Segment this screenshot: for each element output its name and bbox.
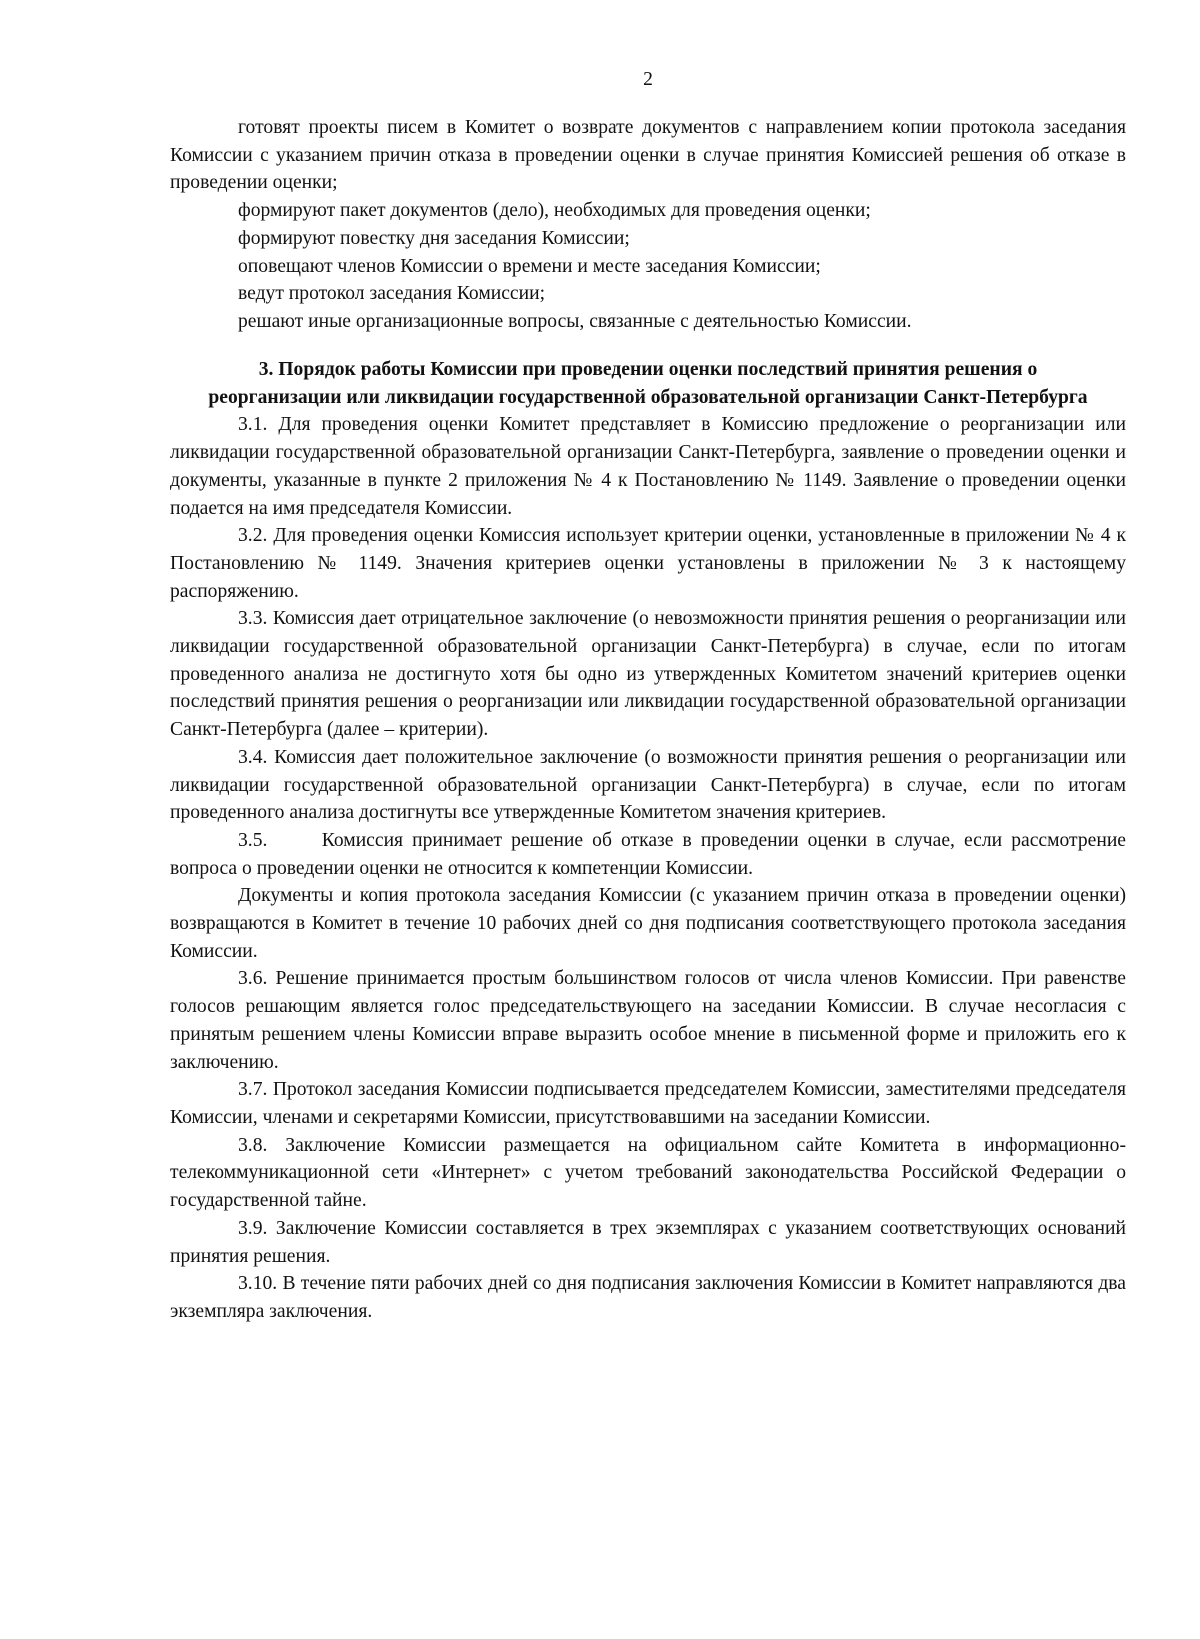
section-3: [170, 356, 1131, 1326]
intro-block: [170, 114, 1126, 336]
document-page: [170, 0, 1131, 1639]
intro-list-item: решают иные организационные вопросы, связанные с деятельностью Комиссии.: [238, 310, 912, 332]
section-heading: 3. Порядок работы Комиссии при проведении оценки последствий принятия решения о реорганизации или ликвидации государственной образовательной организации Санкт-Петербурга: [208, 359, 1088, 408]
intro-list-item: оповещают членов Комиссии о времени и месте заседания Комиссии;: [238, 255, 821, 277]
paragraph-documents-return: Документы и копия протокола заседания Комиссии (с указанием причин отказа в проведении оценки) возвращаются в Комитет в течение 10 рабочих дней со дня подписания соответствующего протокола заседания Комиссии.: [170, 885, 1126, 962]
paragraph-3-5: 3.5. Комиссия принимает решение об отказе в проведении оценки в случае, если рассмотрение вопроса о проведении оценки не относится к компетенции Комиссии.: [170, 829, 1131, 879]
paragraph-3-8: 3.8. Заключение Комиссии размещается на официальном сайте Комитета в информационно-телекоммуникационной сети «Интернет» с учетом требований законодательства Российской Федерации о государственной тайне.: [170, 1134, 1126, 1212]
paragraph-3-2: 3.2. Для проведения оценки Комиссия использует критерии оценки, установленные в приложении № 4 к Постановлению № 1149. Значения критериев оценки установлены в приложении № 3 к настоящему распоряжению.: [170, 525, 1126, 602]
paragraph-3-1: 3.1. Для проведения оценки Комитет представляет в Комиссию предложение о реорганизации или ликвидации государственной образовательной организации Санкт-Петербурга, заявление о проведении оценки и документы, указанные в пункте 2 приложения № 4 к Постановлению № 1149. Заявление о проведении оценки подается на имя председателя Комиссии.: [170, 414, 1126, 519]
paragraph-3-4: 3.4. Комиссия дает положительное заключение (о возможности принятия решения о реорганизации или ликвидации государственной образовательной организации Санкт-Петербурга) в случае, если по итогам проведенного анализа достигнуты все утвержденные Комитетом значения критериев.: [170, 746, 1126, 824]
page-number: 2: [643, 69, 653, 90]
paragraph-3-6: 3.6. Решение принимается простым большинством голосов от числа членов Комиссии. При равенстве голосов решающим является голос председательствующего на заседании Комиссии. В случае несогласия с принятым решением члены Комиссии вправе выразить особое мнение в письменной форме и приложить его к заключению.: [170, 968, 1126, 1073]
paragraph-3-7: 3.7. Протокол заседания Комиссии подписывается председателем Комиссии, заместителями председателя Комиссии, членами и секретарями Комиссии, присутствовавшими на заседании Комиссии.: [170, 1079, 1126, 1128]
paragraph-3-9: 3.9. Заключение Комиссии составляется в трех экземплярах с указанием соответствующих оснований принятия решения.: [170, 1217, 1126, 1267]
paragraph-3-10: 3.10. В течение пяти рабочих дней со дня подписания заключения Комиссии в Комитет направляются два экземпляра заключения.: [170, 1273, 1126, 1322]
intro-list-item: формируют пакет документов (дело), необходимых для проведения оценки;: [238, 200, 871, 222]
intro-list-item: ведут протокол заседания Комиссии;: [238, 283, 546, 305]
intro-lead-paragraph: готовят проекты писем в Комитет о возврате документов с направлением копии протокола заседания Комиссии с указанием причин отказа в проведении оценки в случае принятия Комиссией решения об отказе в проведении оценки;: [170, 117, 1126, 194]
paragraph-3-3: 3.3. Комиссия дает отрицательное заключение (о невозможности принятия решения о реорганизации или ликвидации государственной образовательной организации Санкт-Петербурга) в случае, если по итогам проведенного анализа не достигнуто хотя бы одно из утвержденных Комитетом значений критериев оценки последствий принятия решения о реорганизации или ликвидации государственной образовательной организации Санкт-Петербурга (далее – критерии).: [170, 608, 1126, 741]
intro-list-item: формируют повестку дня заседания Комиссии;: [238, 227, 630, 249]
